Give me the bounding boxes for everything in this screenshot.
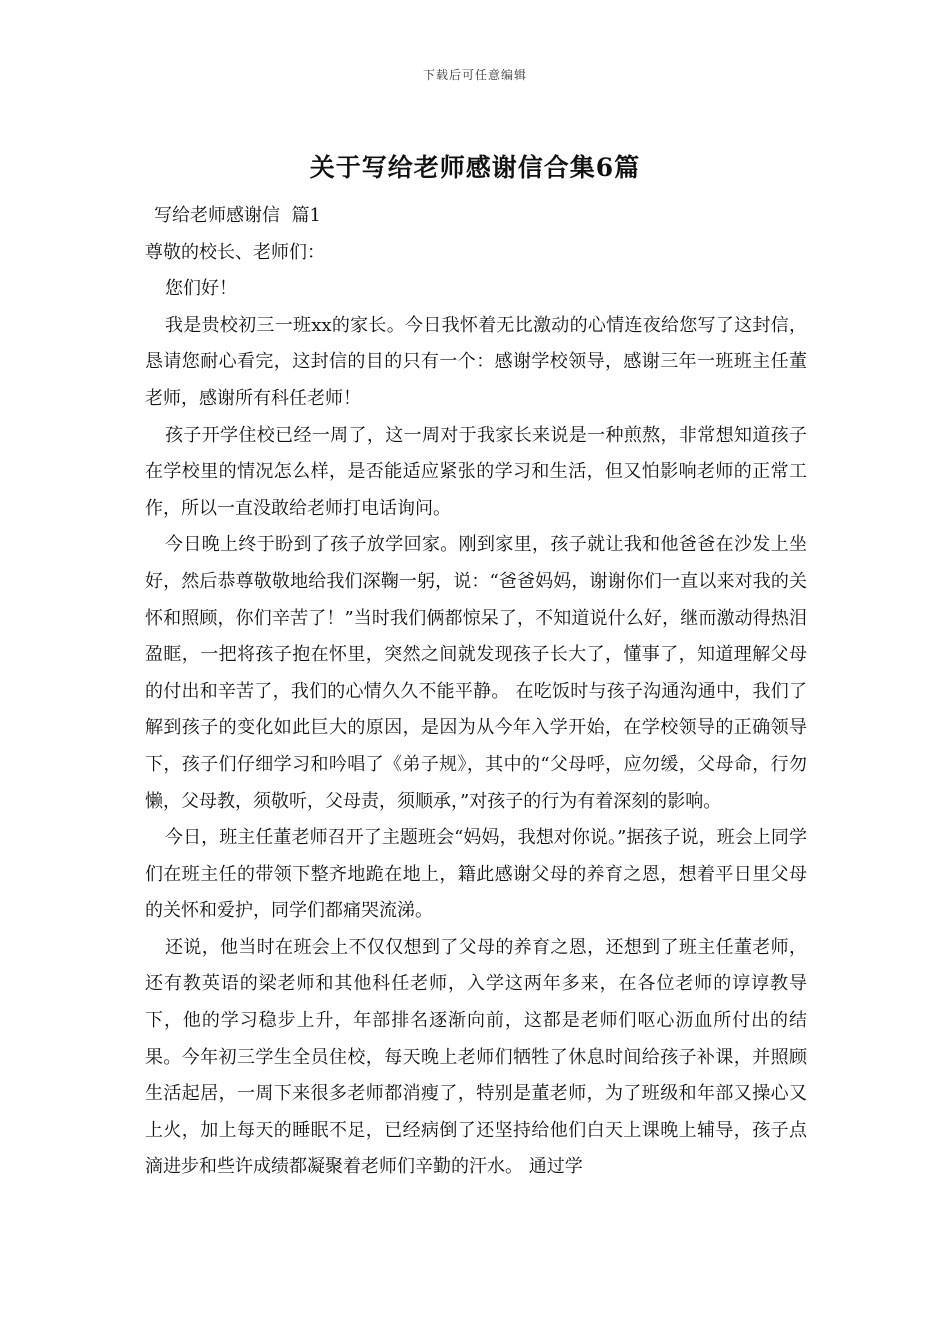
page-header-note: 下载后可任意编辑 [422, 68, 527, 82]
body-paragraph: 今日晚上终于盼到了孩子放学回家。刚到家里，孩子就让我和他爸爸在沙发上坐好，然后恭尊敬敬地给我们深鞠一躬，说：“爸爸妈妈，谢谢你们一直以来对我的关怀和照顾，你们辛苦了！”当时我们俩都惊呆了，不知道说什么好，继而激动得热泪盈眶，一把将孩子抱在怀里，突然之间就发现孩子长大了，懂事了，知道理解父母的付出和辛苦了，我们的心情久久不能平静。 在吃饭时与孩子沟通沟通中，我们了解到孩子的变化如此巨大的原因，是因为从今年入学开始，在学校领导的正确领导下，孩子们仔细学习和吟唱了《弟子规》，其中的“父母呼，应勿缓，父母命，行勿懒，父母教，须敬听，父母责，须顺承，”对孩子的行为有着深刻的影响。 [145, 534, 807, 812]
body-paragraph: 今日，班主任董老师召开了主题班会“妈妈，我想对你说。”据孩子说，班会上同学们在班主任的带领下整齐地跪在地上，籍此感谢父母的养育之恩，想着平日里父母的关怀和爱护，同学们都痛哭流涕。 [145, 827, 807, 922]
document-title: 关于写给老师感谢信合集6篇 [309, 153, 641, 182]
document-body [145, 198, 807, 1186]
letter-salutation: 尊敬的校长、老师们： [145, 241, 325, 263]
body-paragraph: 还说，他当时在班会上不仅仅想到了父母的养育之恩，还想到了班主任董老师，还有教英语的梁老师和其他科任老师，入学这两年多来，在各位老师的谆谆教导下，他的学习稳步上升，年部排名逐渐向前，这都是老师们呕心沥血所付出的结果。今年初三学生全员住校，每天晚上老师们牺牲了休息时间给孩子补课，并照顾生活起居，一周下来很多老师都消瘦了，特别是董老师，为了班级和年部又操心又上火，加上每天的睡眠不足，已经病倒了还坚持给他们白天上课晚上辅导，孩子点滴进步和些许成绩都凝聚着老师们辛勤的汗水。 通过学 [145, 936, 807, 1178]
letter-greeting: 您们好！ [165, 278, 237, 300]
body-paragraph: 孩子开学住校已经一周了，这一周对于我家长来说是一种煎熬，非常想知道孩子在学校里的情况怎么样，是否能适应紧张的学习和生活，但又怕影响老师的正常工作，所以一直没敢给老师打电话询问。 [145, 424, 807, 519]
body-paragraph: 我是贵校初三一班xx的家长。今日我怀着无比激动的心情连夜给您写了这封信，恳请您耐心看完，这封信的目的只有一个：感谢学校领导，感谢三年一班班主任董老师，感谢所有科任老师！ [145, 314, 807, 409]
letter-subtitle: 写给老师感谢信 篇1 [154, 205, 321, 226]
